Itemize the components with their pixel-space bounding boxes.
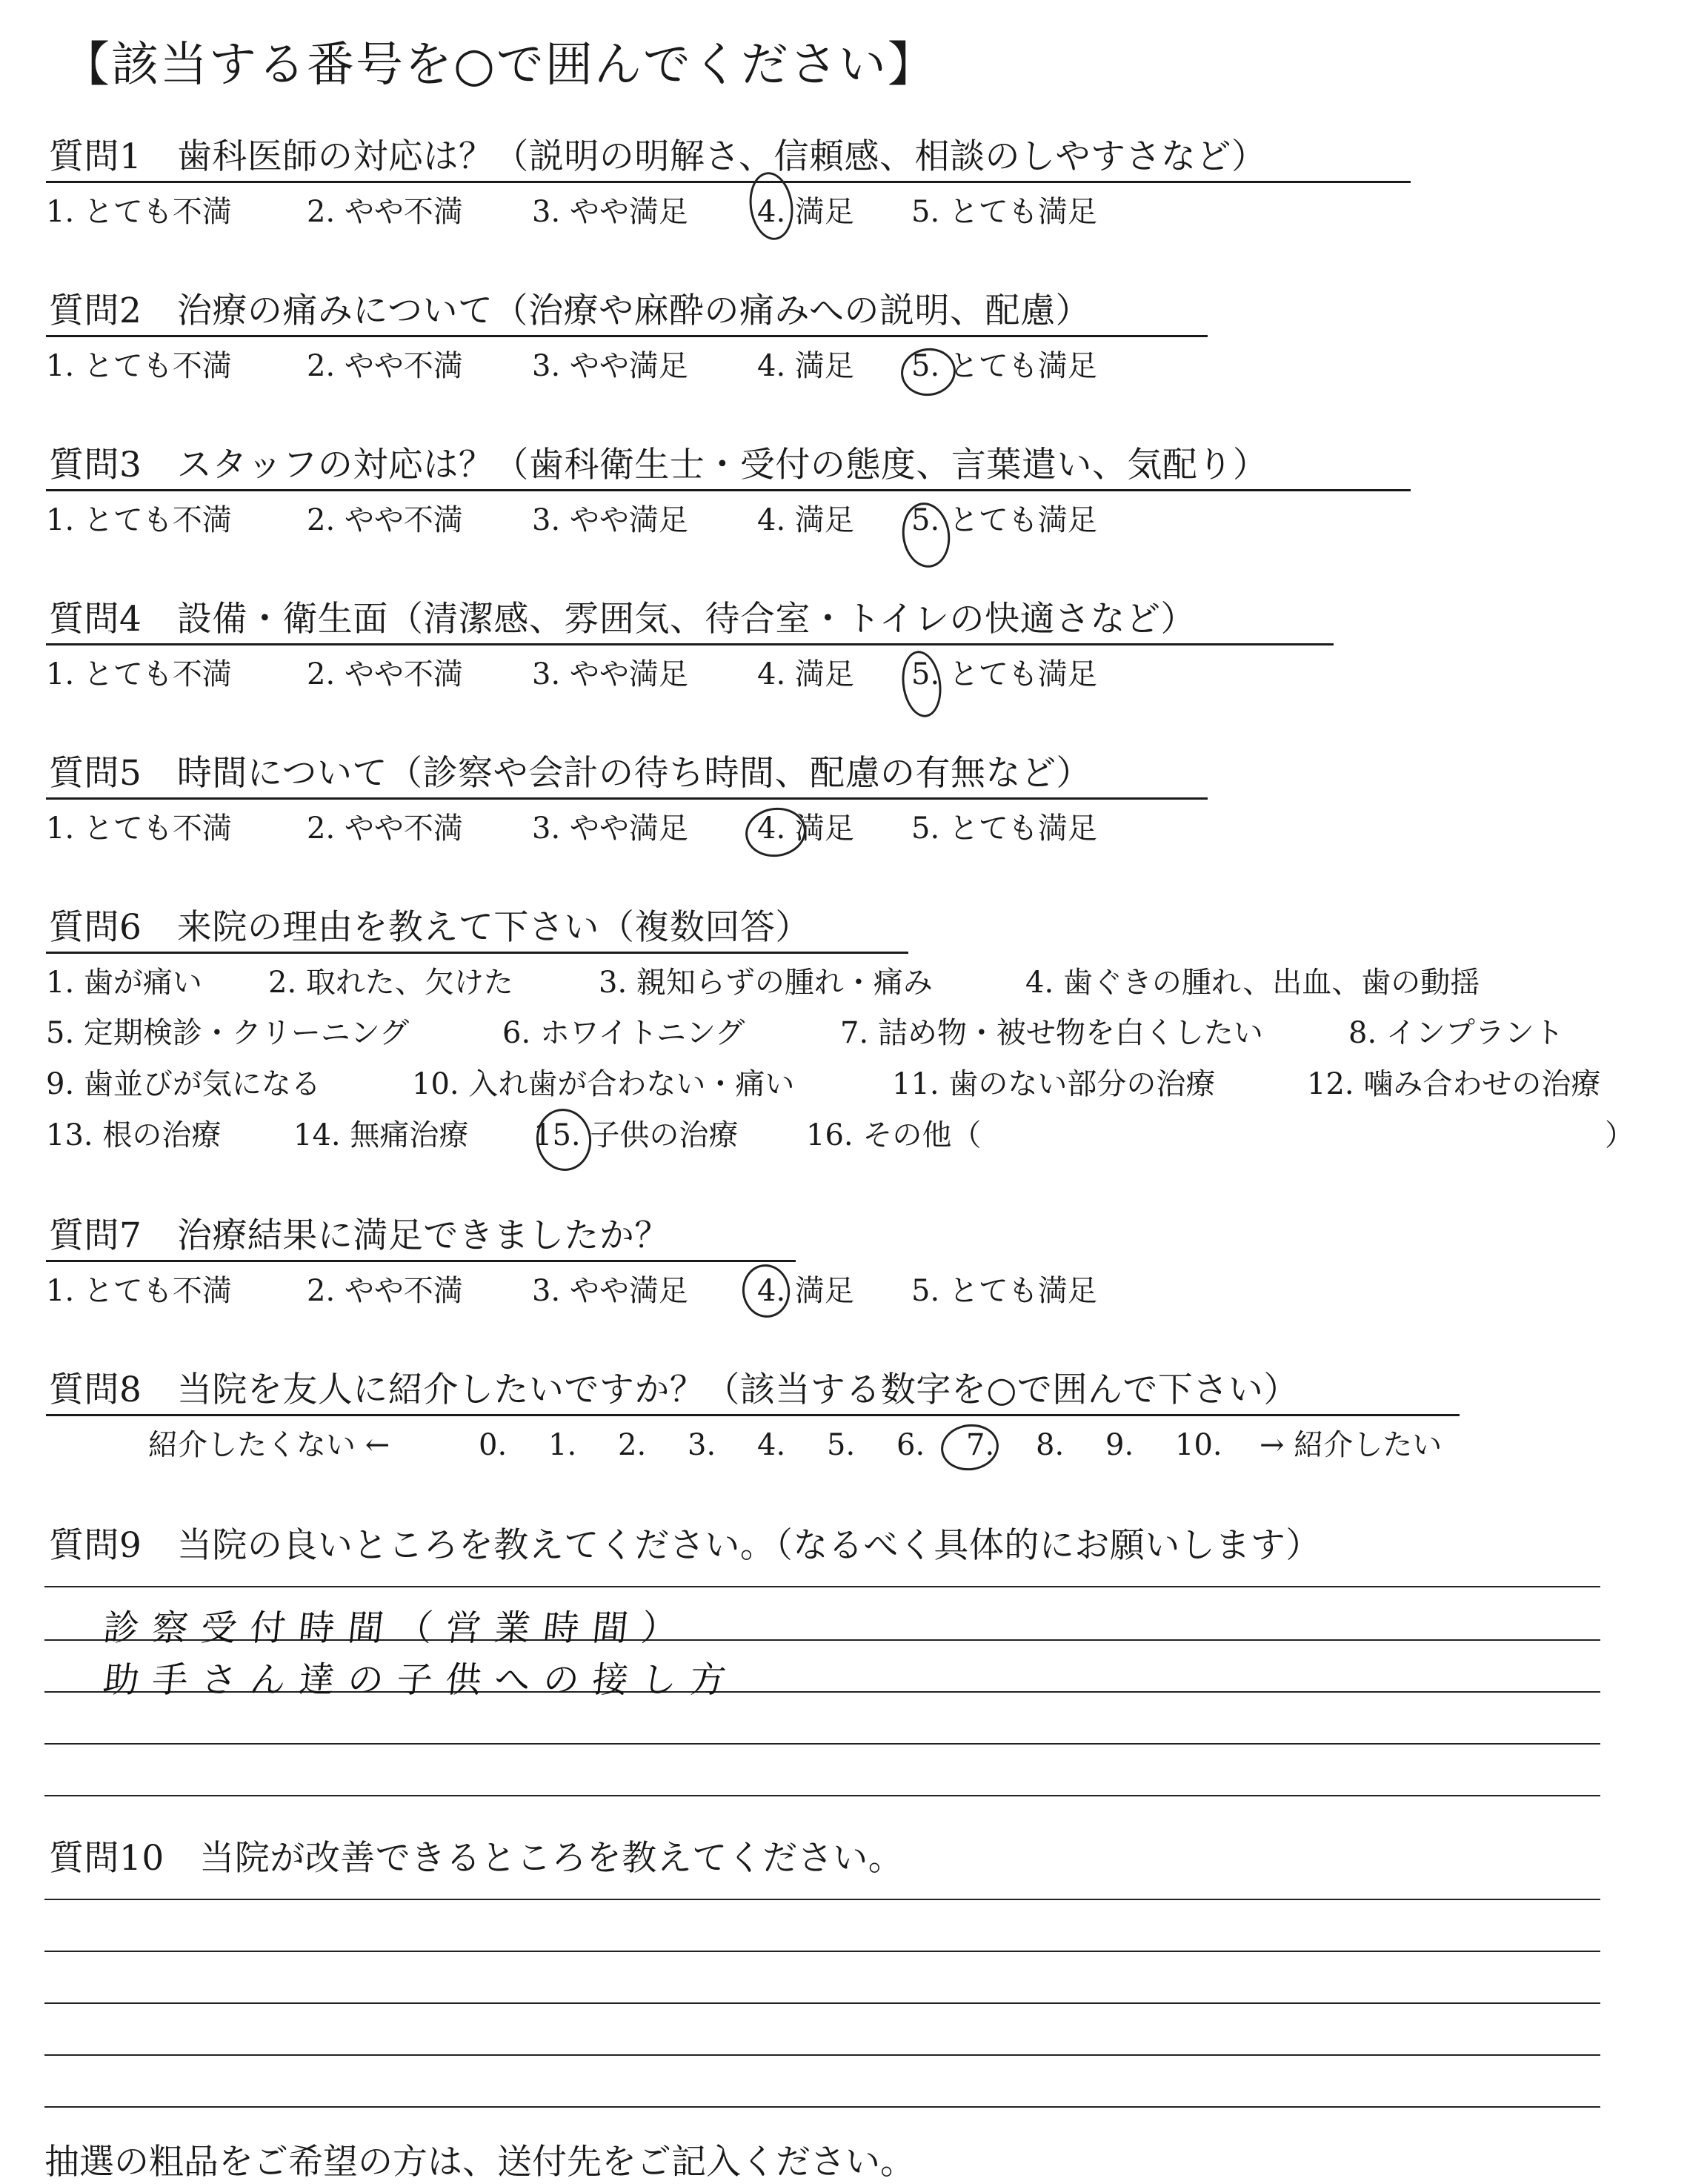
question-5-options [46,809,1305,854]
question-8-scale [148,1426,1556,1470]
page-title: 【該当する番号を○で囲んでください】 [62,38,936,93]
q6-option-5[interactable]: 5. 定期検診・クリーニング [46,1016,410,1050]
q9-handwritten-answer-1: 診察受付時間（営業時間） [101,1607,693,1649]
q4-option-2[interactable]: 2. やや不満 [307,657,463,691]
q3-option-2[interactable]: 2. やや不満 [307,503,463,537]
question-3-options [46,501,1305,545]
question-9-title: 質問9 当院の良いところを教えてください。（なるべく具体的にお願いします） [49,1525,1321,1566]
q10-answer-line-5[interactable] [44,2106,1600,2108]
q1-option-1[interactable]: 1. とても不満 [46,195,232,229]
q9-handwritten-answer-2: 助手さん達の子供への接し方 [101,1659,742,1701]
q1-option-5[interactable]: 5. とても満足 [911,195,1097,229]
q8-scale-8[interactable]: 8. [1036,1428,1065,1462]
question-2-title: 質問2 治療の痛みについて（治療や麻酔の痛みへの説明、配慮） [49,291,1091,331]
q9-answer-line-5 [44,1795,1600,1796]
q8-right-label: → 紹介したい [1260,1428,1443,1462]
q6-option-12[interactable]: 12. 噛み合わせの治療 [1307,1067,1601,1101]
q3-option-1[interactable]: 1. とても不満 [46,503,232,537]
q6-option-9[interactable]: 9. 歯並びが気になる [46,1067,321,1101]
question-7-underline [46,1260,796,1262]
question-4-underline [46,643,1334,645]
q6-option-1[interactable]: 1. 歯が痛い [46,966,202,1000]
q6-option-4[interactable]: 4. 歯ぐきの腫れ、出血、歯の動揺 [1025,966,1480,1000]
q8-scale-4[interactable]: 4. [757,1428,786,1462]
question-4-options [46,655,1305,700]
q4-option-3[interactable]: 3. やや満足 [532,657,688,691]
question-6-title: 質問6 来院の理由を教えて下さい（複数回答） [49,907,811,948]
q6-option-11[interactable]: 11. 歯のない部分の治療 [892,1067,1216,1101]
q8-scale-7[interactable]: 7. [966,1428,995,1462]
q9-answer-line-1 [44,1586,1600,1587]
question-4-title: 質問4 設備・衛生面（清潔感、雰囲気、待合室・トイレの快適さなど） [49,599,1197,640]
q4-option-4[interactable]: 4. 満足 [757,657,854,691]
q5-option-4[interactable]: 4. 満足 [757,811,854,846]
q8-scale-5[interactable]: 5. [827,1428,856,1462]
q7-option-2[interactable]: 2. やや不満 [307,1274,463,1308]
question-6-underline [46,952,908,954]
question-8-underline [46,1414,1460,1416]
question-1-title: 質問1 歯科医師の対応は？（説明の明解さ、信頼感、相談のしやすさなど） [49,136,1267,177]
q6-option-13[interactable]: 13. 根の治療 [46,1118,222,1152]
q3-option-5[interactable]: 5. とても満足 [911,503,1097,537]
q2-option-3[interactable]: 3. やや満足 [532,349,688,383]
q6-option-10[interactable]: 10. 入れ歯が合わない・痛い [412,1067,795,1101]
q6-option-3[interactable]: 3. 親知らずの腫れ・痛み [599,966,933,1000]
question-10-title: 質問10 当院が改善できるところを教えてください。 [49,1838,904,1879]
q5-option-2[interactable]: 2. やや不満 [307,811,463,846]
q6-other-close-paren: ） [1605,1118,1634,1152]
q8-scale-3[interactable]: 3. [688,1428,716,1462]
q9-answer-line-4 [44,1743,1600,1745]
question-2-underline [46,335,1208,337]
q10-answer-line-4[interactable] [44,2054,1600,2056]
q10-answer-line-1[interactable] [44,1899,1600,1900]
question-2-options [46,347,1305,391]
question-7-title: 質問7 治療結果に満足できましたか？ [49,1215,670,1256]
q3-option-3[interactable]: 3. やや満足 [532,503,688,537]
q5-option-5[interactable]: 5. とても満足 [911,811,1097,846]
q5-option-3[interactable]: 3. やや満足 [532,811,688,846]
q2-option-5[interactable]: 5. とても満足 [911,349,1097,383]
q8-scale-6[interactable]: 6. [896,1428,925,1462]
q2-option-4[interactable]: 4. 満足 [757,349,854,383]
question-5-title: 質問5 時間について（診察や会計の待ち時間、配慮の有無など） [49,753,1091,794]
footer-note: 抽選の粗品をご希望の方は、送付先をご記入ください。 [44,2142,915,2183]
question-8-title: 質問8 当院を友人に紹介したいですか？（該当する数字を○で囲んで下さい） [49,1370,1299,1410]
q8-scale-9[interactable]: 9. [1105,1428,1134,1462]
q7-option-1[interactable]: 1. とても不満 [46,1274,232,1308]
q6-option-2[interactable]: 2. 取れた、欠けた [268,966,513,1000]
q8-scale-0[interactable]: 0. [479,1428,508,1462]
question-6-options [46,963,1676,1171]
q8-scale-2[interactable]: 2. [618,1428,647,1462]
q3-option-4[interactable]: 4. 満足 [757,503,854,537]
q2-option-2[interactable]: 2. やや不満 [307,349,463,383]
q10-answer-line-2[interactable] [44,1951,1600,1952]
q6-option-7[interactable]: 7. 詰め物・被せ物を白くしたい [840,1016,1263,1050]
q1-option-4[interactable]: 4. 満足 [757,195,854,229]
question-5-underline [46,797,1208,800]
q6-option-8[interactable]: 8. インプラント [1348,1016,1564,1050]
q8-left-label: 紹介したくない ← [148,1428,390,1462]
q8-scale-1[interactable]: 1. [548,1428,577,1462]
q8-scale-10[interactable]: 10. [1175,1428,1222,1462]
q4-option-5[interactable]: 5. とても満足 [911,657,1097,691]
question-1-underline [46,181,1411,183]
question-7-options [46,1272,1305,1316]
q1-option-3[interactable]: 3. やや満足 [532,195,688,229]
q1-option-2[interactable]: 2. やや不満 [307,195,463,229]
question-3-title: 質問3 スタッフの対応は？（歯科衛生士・受付の態度、言葉遣い、気配り） [49,445,1268,485]
q7-option-5[interactable]: 5. とても満足 [911,1274,1097,1308]
q6-option-6[interactable]: 6. ホワイトニング [502,1016,745,1050]
q6-option-15[interactable]: 15. 子供の治療 [533,1118,739,1152]
q5-option-1[interactable]: 1. とても不満 [46,811,232,846]
q6-option-16[interactable]: 16. その他（ [806,1118,982,1152]
q7-option-3[interactable]: 3. やや満足 [532,1274,688,1308]
q6-option-14[interactable]: 14. 無痛治療 [293,1118,469,1152]
q7-option-4[interactable]: 4. 満足 [757,1274,854,1308]
question-3-underline [46,489,1411,491]
q10-answer-line-3[interactable] [44,2002,1600,2004]
question-1-options [46,193,1305,237]
q4-option-1[interactable]: 1. とても不満 [46,657,232,691]
q2-option-1[interactable]: 1. とても不満 [46,349,232,383]
